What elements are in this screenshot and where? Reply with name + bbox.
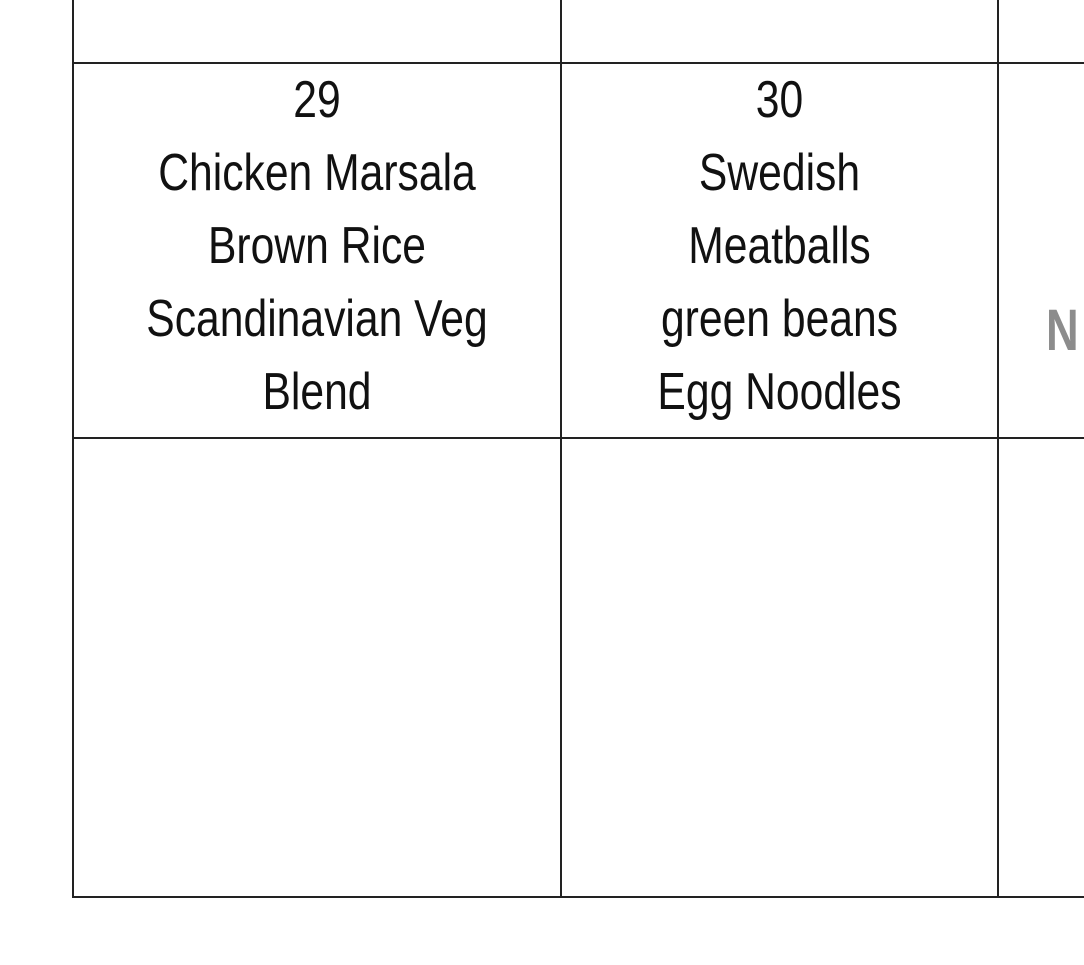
grid-line-horizontal-bottom [72, 896, 1084, 898]
menu-item: Egg Noodles [657, 363, 902, 421]
day-number: 30 [755, 71, 804, 129]
grid-line-horizontal-middle [72, 437, 1084, 439]
calendar-day-cell [118, 64, 517, 429]
menu-item: Scandinavian Veg [146, 290, 488, 348]
day-number: 29 [293, 71, 341, 129]
menu-item: Brown Rice [207, 217, 427, 275]
grid-line-vertical-left [72, 0, 74, 898]
menu-item: green beans [660, 290, 899, 348]
grid-line-vertical-2 [997, 0, 999, 898]
grid-line-vertical-1 [560, 0, 562, 898]
menu-item: Chicken Marsala [158, 144, 476, 202]
menu-item: Blend [262, 363, 372, 421]
cut-off-cell-text: N [1046, 298, 1079, 363]
calendar-day-cell [601, 64, 958, 429]
menu-item: Meatballs [688, 217, 871, 275]
menu-item: Swedish [698, 144, 861, 202]
